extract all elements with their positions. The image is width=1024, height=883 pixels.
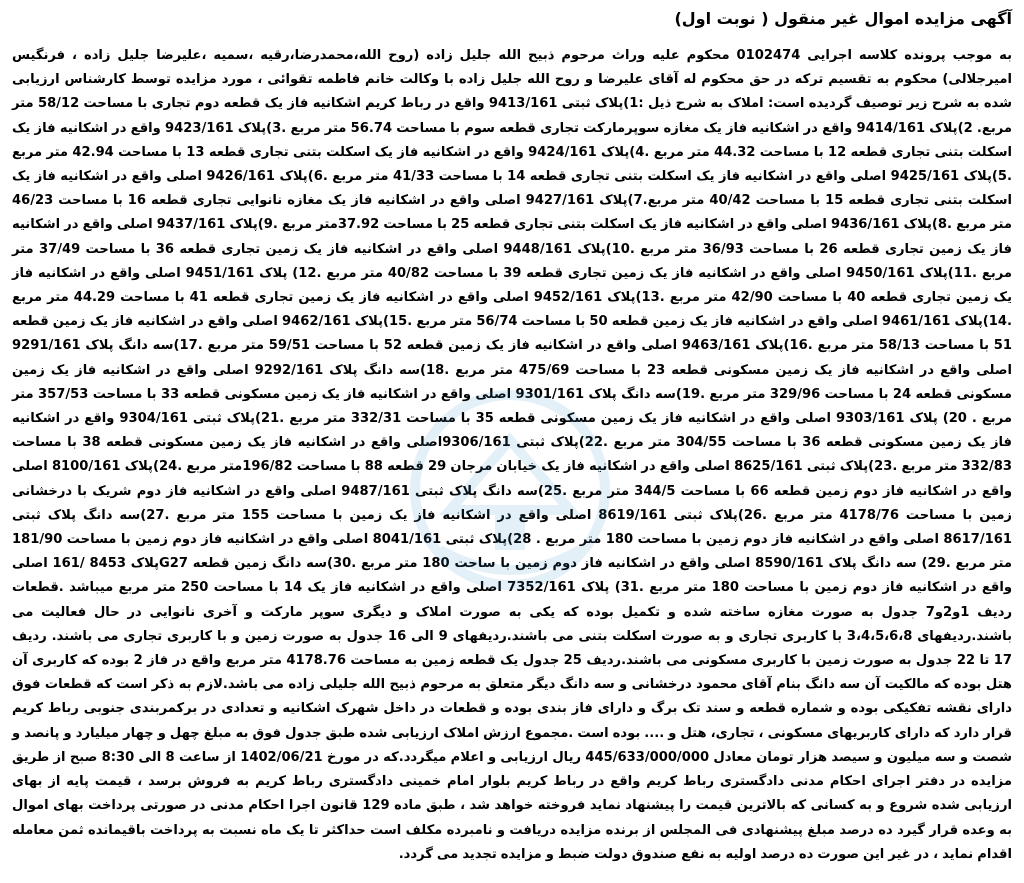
notice-title: آگهی مزایده اموال غیر منقول ( نوبت اول)	[674, 9, 1012, 28]
notice-body: به موجب پرونده کلاسه اجرایی 0102474 محکوم علیه وراث مرحوم ذبیح الله جلیل زاده (روح الله،محمدرضا،رقیه ،سمیه ،علیرضا جلیل زاده ، فرنگیس امیرجلالی) محکوم به تقسیم ترکه در حق محکوم له آقای علیرضا و روح الله جلیل زاده با وکالت خانم فاطمه تقوائی ، مورد مزایده توسط کارشناس ارزیابی شده به شرح زیر توصیف گردیده است: املاک به شرح ذیل :1)پلاک ثبتی 9413/161 واقع در رباط کریم اشکانیه فاز یک قطعه دوم تجاری با مساحت 58/12 متر مربع. 2)پلاک 9414/161 واقع در اشکانیه فاز یک مغازه سوپرمارکت تجاری قطعه سوم با مساحت 56.74 متر مربع .3)پلاک 9423/161 واقع در اشکانیه فاز یک اسکلت بتنی تجاری قطعه 12 با مساحت 44.32 متر مربع .4)پلاک 9424/161 واقع در اشکانیه فاز یک اسکلت بتنی تجاری قطعه 13 با مساحت 42.94 متر مربع .5)پلاک 9425/161 اصلی واقع در اشکانیه فاز یک اسکلت بتنی تجاری قطعه 14 با مساحت 41/33 متر مربع .6)پلاک 9426/161 اصلی واقع در اشکانیه فاز یک اسکلت بتنی تجاری قطعه 15 با مساحت 40/42 متر مربع.7)پلاک 9427/161 اصلی واقع در اشکانیه فاز یک مغازه نانوایی تجاری قطعه 16 با مساحت 46/23 متر مربع .8)پلاک 9436/161 اصلی واقع در اشکانیه فاز یک اسکلت بتنی تجاری قطعه 25 با مساحت 37.92متر مربع .9)پلاک 9437/161 اصلی واقع در اشکانیه فاز یک زمین تجاری قطعه 26 با مساحت 36/93 متر مربع .10)پلاک 9448/161 اصلی واقع در اشکانیه فاز یک زمین تجاری قطعه 36 با مساحت 37/49 متر مربع .11)پلاک 9450/161 اصلی واقع در اشکانیه فاز یک زمین تجاری قطعه 39 با مساحت 40/82 متر مربع .12) پلاک 9451/161 اصلی واقع در اشکانیه فاز یک زمین تجاری قطعه 40 با مساحت 42/90 متر مربع .13)پلاک 9452/161 اصلی واقع در اشکانیه فاز یک زمین تجاری قطعه 41 با مساحت 44.29 متر مربع .14)پلاک 9461/161 اصلی واقع در اشکانیه فاز یک زمین قطعه 50 با مساحت 56/74 متر مربع .15)پلاک 9462/161 اصلی واقع در اشکانیه فاز یک زمین قطعه 51 با مساحت 58/13 متر مربع .16)پلاک 9463/161 اصلی واقع در اشکانیه فاز یک زمین قطعه 52 با مساحت 59/51 متر مربع .17)سه دانگ پلاک 9291/161 اصلی واقع در اشکانیه فاز یک زمین مسکونی قطعه 23 با مساحت 475/69 متر مربع .18)سه دانگ پلاک 9292/161 اصلی واقع در اشکانیه فاز یک زمین مسکونی قطعه 24 با مساحت 329/96 متر مربع .19)سه دانگ پلاک 9301/161 اصلی واقع در اشکانیه فاز یک زمین مسکونی قطعه 33 با مساحت 357/53 متر مربع . 20) پلاک 9303/161 اصلی واقع در اشکانیه فاز یک زمین مسکونی قطعه 35 با مساحت 332/31 متر مربع .21)پلاک ثبتی 9304/161 واقع در اشکانیه فاز یک زمین مسکونی قطعه 36 با مساحت 304/55 متر مربع .22)پلاک ثبتی 9306/161اصلی واقع در اشکانیه فاز یک زمین مسکونی قطعه 38 با مساحت 332/83 متر مربع .23)پلاک ثبتی 8625/161 اصلی واقع در اشکانیه فاز یک خیابان مرجان 29 قطعه 88 با مساحت 196/82متر مربع .24)پلاک 8100/161 اصلی واقع در اشکانیه فاز دوم زمین قطعه 66 با مساحت 344/5 متر مربع .25)سه دانگ پلاک ثبتی 9487/161 اصلی واقع در اشکانیه فاز دوم شریک با درخشانی زمین با مساحت 4178/76 متر مربع .26)پلاک ثبتی 8619/161 اصلی واقع در اشکانیه فاز یک زمین با مساحت 155 متر مربع .27)سه دانگ پلاک ثبتی 8617/161 اصلی واقع در اشکانیه فاز دوم زمین با مساحت 180 متر مربع . 28)پلاک ثبتی 8041/161 اصلی واقع در اشکانیه فاز دوم زمین با مساحت 181/90 متر مربع .29) سه دانگ پلاک 8590/161 اصلی واقع در اشکانیه فاز دوم زمین با ساحت 180 متر مربع .30)سه دانگ زمین قطعه G27پلاک 8453 /161 اصلی واقع در اشکانیه فاز دوم زمین با مساحت 180 متر مربع .31) پلاک 7352/161 اصلی واقع در اشکانیه فاز یک 14 با مساحت 250 متر مربع میباشد .قطعات ردیف 1و2و7 جدول به صورت مغازه ساخته شده و تکمیل بوده که یکی به صورت املاک و دیگری سوپر مارکت و آخری نانوایی در حال فعالیت می باشند.ردیفهای 3،4،5،6،8 با کاربری تجاری و به صورت اسکلت بتنی می باشند.ردیفهای 9 الی 16 جدول به صورت زمین و با کاربری تجاری می باشند. ردیف 17 تا 22 جدول به صورت زمین با کاربری مسکونی می باشند.ردیف 25 جدول یک قطعه زمین به مساحت 4178.76 متر مربع واقع در فاز 2 بوده که کاربری آن هتل بوده که مالکیت آن سه دانگ بنام آقای محمود درخشانی و سه دانگ دیگر متعلق به مرحوم ذبیح الله جلیلی زاده می باشد.لازم به ذکر است که قطعات فوق دارای نقشه تفکیکی بوده و شماره قطعه و سند تک برگ و دارای فاز بندی بوده و قطعات در داخل شهرک اشکانیه و تعدادی در برکمربندی جنوبی رباط کریم قرار دارد که دارای کاربریهای مسکونی ، تجاری، هتل و .... بوده است .مجموع ارزش املاک ارزیابی شده طبق جدول فوق به مبلغ چهل و چهار میلیارد و پانصد و شصت و سه میلیون و سیصد هزار تومان معادل 445/633/000/000 ریال ارزیابی و اعلام میگردد.که در مورخ 1402/06/21 از ساعت 8 الی 8:30 صبح از طریق مزایده در دفتر اجرای احکام مدنی دادگستری رباط کریم واقع در رباط کریم بلوار امام خمینی دادگستری رباط کریم به فروش برسد ، قیمت پایه از بهای ارزیابی شده شروع و به کسانی که بالاترین قیمت را پیشنهاد نماید فروخته خواهد شد ، طبق ماده 129 قانون اجرا احکام مدنی در صورتی پرداخت بهای اموال به وعده قرار گیرد ده درصد مبلغ پیشنهادی فی المجلس از برنده مزایده دریافت و نامبرده مکلف است حداکثر تا یک ماه نسبت به پرداخت باقیمانده ثمن معامله اقدام نماید ، در غیر این صورت ده درصد اولیه به نفع صندوق دولت ضبط و مزایده تجدید می گردد.	[12, 48, 1013, 862]
